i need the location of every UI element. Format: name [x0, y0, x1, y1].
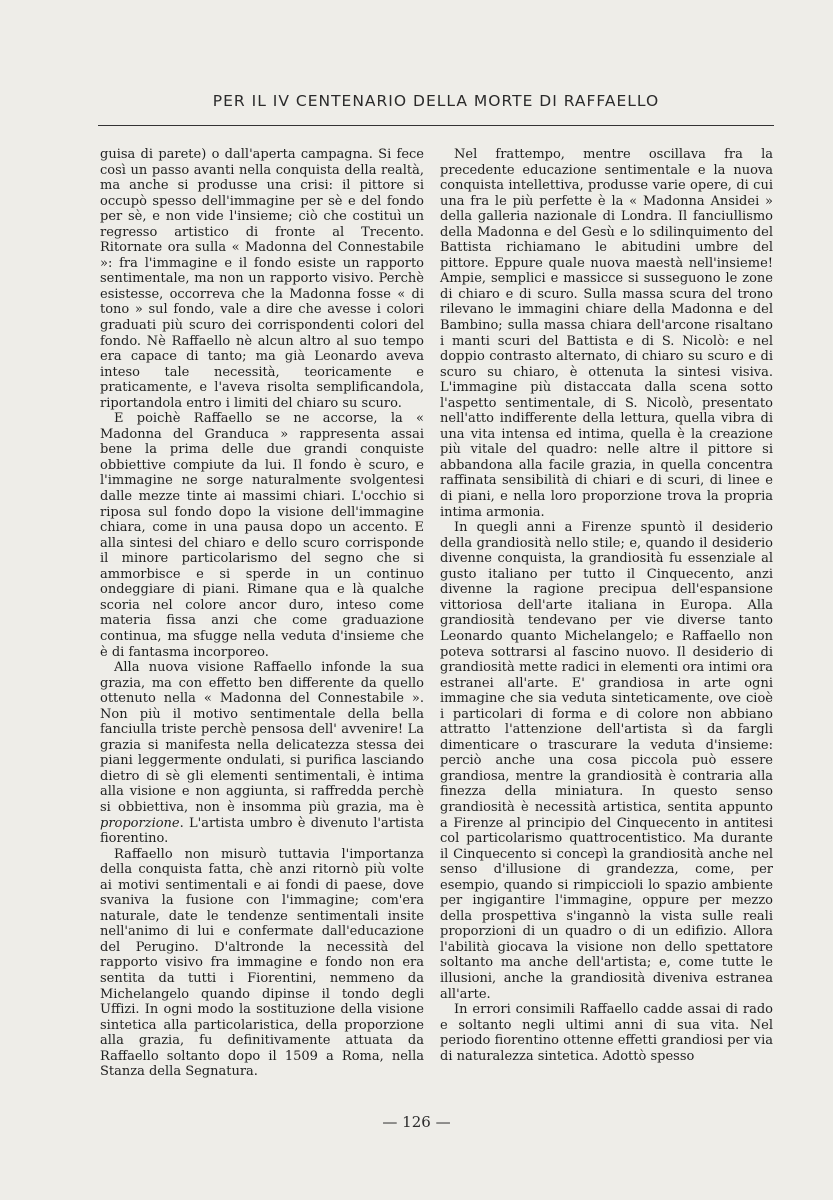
text-run: . L'artista umbro è divenuto l'artista fiorentino. — [100, 815, 424, 847]
paragraph: E poichè Raffaello se ne accorse, la « Madonna del Granduca » rappresenta assai bene la prima delle due grandi conquiste obbiettive compiute da lui. Il fondo è scuro, e l'immagine ne sorge naturalmente svolgentesi dalle mezze tinte ai massimi chiari. L'occhio si riposa sul fondo dopo la visione dell'immagine chiara, come in una pausa dopo un accento. E alla sintesi del chiaro e dello scuro corrisponde il minore particolarismo del segno che si ammorbisce e si sperde in un continuo ondeggiare di piani. Rimane qua e là qualche scoria nel colore ancor duro, inteso come materia fissa anzi che come graduazione continua, ma sfugge nella veduta d'insieme che è di fantasma incorporeo. — [100, 411, 424, 660]
paragraph: guisa di parete) o dall'aperta campagna. Si fece così un passo avanti nella conquista della realtà, ma anche si produsse una crisi: il pittore si occupò spesso dell'immagine per sè e del fondo per sè, e non vide l'insieme; ciò che costituì un regresso artistico di fronte al Trecento. Ritornate ora sulla « Madonna del Connestabile »: fra l'immagine e il fondo esiste un rapporto sentimentale, ma non un rapporto visivo. Perchè esistesse, occorreva che la Madonna fosse « di tono » sul fondo, vale a dire che avesse i colori graduati più scuro dei corrispondenti colori del fondo. Nè Raffaello nè alcun altro al suo tempo era capace di tanto; ma già Leonardo aveva inteso tale necessità, teoricamente e praticamente, e l'aveva risolta semplificandola, riportandola entro i limiti del chiaro su scuro. — [100, 147, 424, 411]
paragraph: In errori consimili Raffaello cadde assai di rado e soltanto negli ultimi anni di sua vita. Nel periodo fiorentino ottenne effetti grandiosi per via di naturalezza sintetica. Adottò spesso — [440, 1002, 773, 1064]
page-number: — 126 — — [382, 1113, 451, 1131]
paragraph: In quegli anni a Firenze spuntò il desiderio della grandiosità nello stile; e, quando il desiderio divenne conquista, la grandiosità fu essenziale al gusto italiano per tutto il Cinquecento, anzi divenne la ragione precipua dell'espansione vittoriosa dell'arte italiana in Europa. Alla grandiosità tendevano per vie diverse tanto Leonardo quanto Michelangelo; e Raffaello non poteva sottrarsi al fascino nuovo. Il desiderio di grandiosità mette radici in elementi ora intimi ora estranei all'arte. E' grandiosa in arte ogni immagine che sia veduta sinteticamente, ove cioè i particolari di forma e di colore non abbiano attratto l'attenzione dell'artista sì da fargli dimenticare o trascurare la veduta d'insieme: perciò anche una cosa piccola può essere grandiosa, mentre la grandiosità è contraria alla finezza della miniatura. In questo senso grandiosità è necessità artistica, sentita appunto a Firenze al principio del Cinquecento in antitesi col particolarismo quattrocentistico. Ma durante il Cinquecento si concepì la grandiosità anche nel senso d'illusione di grandezza, come, per esempio, quando si rimpiccioli lo spazio ambiente per ingigantire l'immagine, oppure per mezzo della prospettiva s'ingannò la vista sulle reali proporzioni di un quadro o di un edifizio. Allora l'abilità giocava la visione non dello spettatore soltanto ma anche dell'artista; e, come tutte le illusioni, anche la grandiosità diveniva estranea all'arte. — [440, 520, 773, 1002]
paragraph: Raffaello non misurò tuttavia l'importanza della conquista fatta, chè anzi ritornò più volte ai motivi sentimentali e ai fondi di paese, dove svaniva la fusione con l'immagine; com'era naturale, date le tendenze sentimentali insite nell'animo di lui e confermate dall'educazione del Perugino. D'altronde la necessità del rapporto visivo fra immagine e fondo non era sentita da tutti i Fiorentini, nemmeno da Michelangelo quando dipinse il tondo degli Uffizi. In ogni modo la sostituzione della visione sintetica alla particolaristica, della proporzione alla grazia, fu definitivamente attuata da Raffaello soltanto dopo il 1509 a Roma, nella Stanza della Segnatura. — [100, 846, 424, 1080]
emphasis-proporzione: proporzione — [100, 815, 180, 831]
header-rule — [98, 125, 774, 126]
running-title: PER IL IV CENTENARIO DELLA MORTE DI RAFFAELLO — [212, 92, 660, 110]
left-text-column — [100, 147, 424, 1080]
paragraph — [100, 660, 424, 847]
text-run: Alla nuova visione Raffaello infonde la sua grazia, ma con effetto ben differente da quello ottenuto nella « Madonna del Connestabile ». Non più il motivo sentimentale della bella fanciulla triste perchè pensosa dell' avvenire! La grazia si manifesta nella delicatezza stessa dei piani leggermente ondulati, si purifica lasciando dietro di sè gli elementi sentimentali, è intima alla visione e non aggiunta, si raffredda perchè si obbiettiva, non è insomma più grazia, ma è — [100, 660, 424, 815]
paragraph: Nel frattempo, mentre oscillava fra la precedente educazione sentimentale e la nuova conquista intellettiva, produsse varie opere, di cui una fra le più perfette è la « Madonna Ansidei » della galleria nazionale di Londra. Il fanciullismo della Madonna e del Gesù e lo sdilinquimento del Battista richiamano le abitudini umbre del pittore. Eppure quale nuova maestà nell'insieme! Ampie, semplici e massicce si susseguono le zone di chiaro e di scuro. Sulla massa scura del trono rilevano le immagini chiare della Madonna e del Bambino; sulla massa chiara dell'arcone risaltano i manti scuri del Battista e di S. Nicolò: e nel doppio contrasto alternato, di chiaro su scuro e di scuro su chiaro, è ottenuta la sintesi visiva. L'immagine più distaccata dalla scena sotto l'aspetto sentimentale, di S. Nicolò, presentato nell'atto indifferente della lettura, quella vibra di una vita intensa ed intima, quella è la creazione più vitale del quadro: nelle altre il pittore si abbandona alla facile grazia, in quella concentra raffinata sensibilità di chiari e di scuri, di linee e di piani, e nella loro proporzione trova la propria intima armonia. — [440, 147, 773, 520]
right-text-column — [440, 147, 773, 1064]
